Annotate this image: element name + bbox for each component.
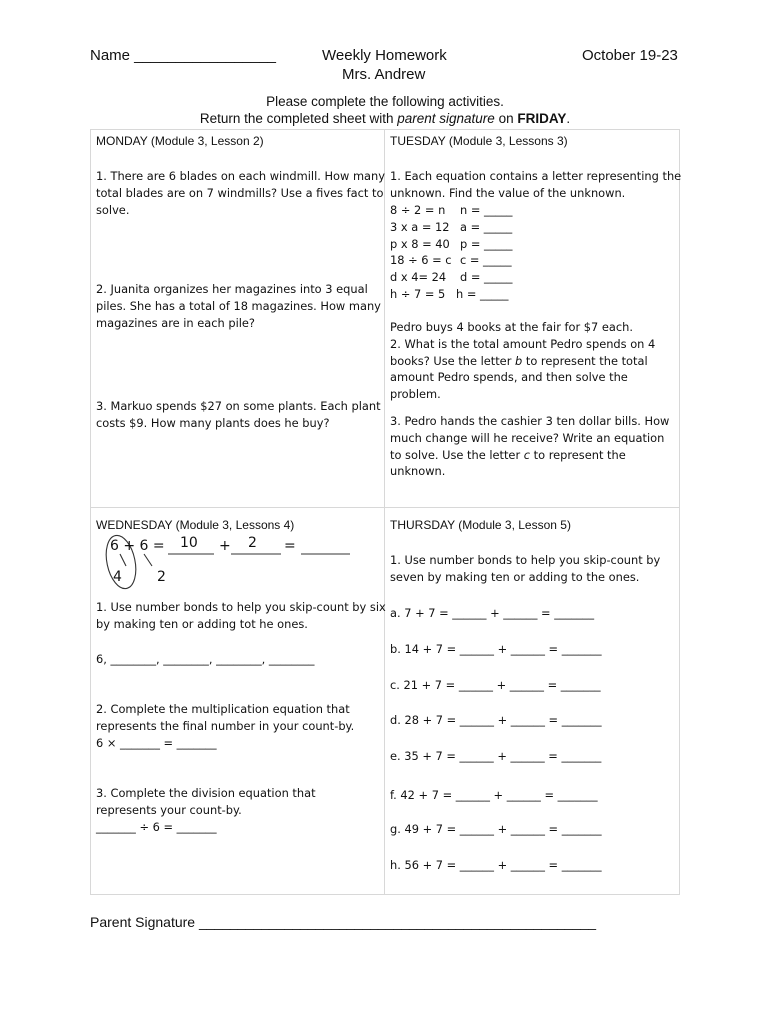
example-answer-a: 10 [180, 535, 198, 551]
skip-count-item-c: c. 21 + 7 = ______ + ______ = _______ [390, 678, 601, 692]
teacher-name: Mrs. Andrew [342, 66, 426, 83]
instruction-line-1: Please complete the following activities. [266, 94, 504, 109]
skip-count-item-h: h. 56 + 7 = ______ + ______ = _______ [390, 858, 602, 872]
example-start: 6 + 6 = [110, 538, 165, 554]
homework-grid [90, 129, 680, 895]
tuesday-heading: TUESDAY (Module 3, Lessons 3) [390, 134, 568, 148]
skip-count-item-a: a. 7 + 7 = ______ + ______ = _______ [390, 606, 595, 620]
monday-q1: 1. There are 6 blades on each windmill. How many total blades are on 7 windmills? Use a fives fact to solve. [96, 169, 385, 217]
count-by-line: 6, ________, ________, ________, ________ [96, 652, 315, 666]
example-plus: + [219, 538, 231, 554]
grid-divider-vertical [384, 129, 385, 895]
example-answer-b: 2 [248, 535, 257, 551]
equation-row: 18 ÷ 6 = c c = _____ [390, 253, 512, 268]
equation-row: d x 4= 24 d = _____ [390, 270, 513, 285]
monday-q3: 3. Markuo spends $27 on some plants. Each plant costs $9. How many plants does he buy? [96, 399, 381, 430]
wednesday-heading: WEDNESDAY (Module 3, Lessons 4) [96, 518, 295, 532]
tuesday-equations [390, 202, 513, 303]
bond-right: 2 [157, 569, 166, 585]
example-equals: = [284, 538, 296, 554]
tuesday-q3: 3. Pedro hands the cashier 3 ten dollar bills. How much change will he receive? Write an equation to solve. Use the letter c to represent the unknown. [390, 414, 670, 479]
wednesday-q3: 3. Complete the division equation that represents your count-by. _______ ÷ 6 = _______ [96, 786, 316, 834]
equation-row: 8 ÷ 2 = n n = _____ [390, 203, 513, 217]
tuesday-q1: 1. Each equation contains a letter representing the unknown. Find the value of the unknown. [390, 169, 682, 200]
equation-row: h ÷ 7 = 5 h = _____ [390, 286, 509, 301]
equation-row: p x 8 = 40 p = _____ [390, 236, 513, 251]
monday-heading: MONDAY (Module 3, Lesson 2) [96, 134, 264, 148]
name-label: Name _________________ [90, 47, 276, 64]
wednesday-q1: 1. Use number bonds to help you skip-count by six by making ten or adding tot he ones. [96, 600, 386, 631]
tuesday-q2: Pedro buys 4 books at the fair for $7 each. 2. What is the total amount Pedro spends on 4 books? Use the letter b to represent the total amount Pedro spends, and then solve the problem. [390, 320, 656, 402]
instruction-line-2: Return the completed sheet with parent signature on FRIDAY. [199, 111, 571, 126]
wednesday-q2: 2. Complete the multiplication equation that represents the final number in your count-by. 6 × _______ = _______ [96, 702, 355, 750]
skip-count-item-f: f. 42 + 7 = ______ + ______ = _______ [390, 788, 598, 802]
skip-count-item-e: e. 35 + 7 = ______ + ______ = _______ [390, 749, 602, 763]
skip-count-item-b: b. 14 + 7 = ______ + ______ = _______ [390, 642, 602, 656]
date-range: October 19-23 [582, 47, 678, 64]
grid-divider-horizontal [90, 507, 680, 508]
monday-q2: 2. Juanita organizes her magazines into 3 equal piles. She has a total of 18 magazines. How many magazines are in each pile? [96, 282, 381, 330]
skip-count-item-g: g. 49 + 7 = ______ + ______ = _______ [390, 822, 602, 836]
thursday-heading: THURSDAY (Module 3, Lesson 5) [390, 518, 571, 532]
equation-row: 3 x a = 12 a = _____ [390, 219, 513, 234]
parent-signature-line: Parent Signature ___________________________________________________ [90, 914, 597, 930]
bond-left: 4 [113, 569, 122, 585]
skip-count-item-d: d. 28 + 7 = ______ + ______ = _______ [390, 713, 602, 727]
page-title: Weekly Homework [322, 47, 447, 64]
thursday-q1: 1. Use number bonds to help you skip-count by seven by making ten or adding to the ones. [390, 553, 661, 584]
